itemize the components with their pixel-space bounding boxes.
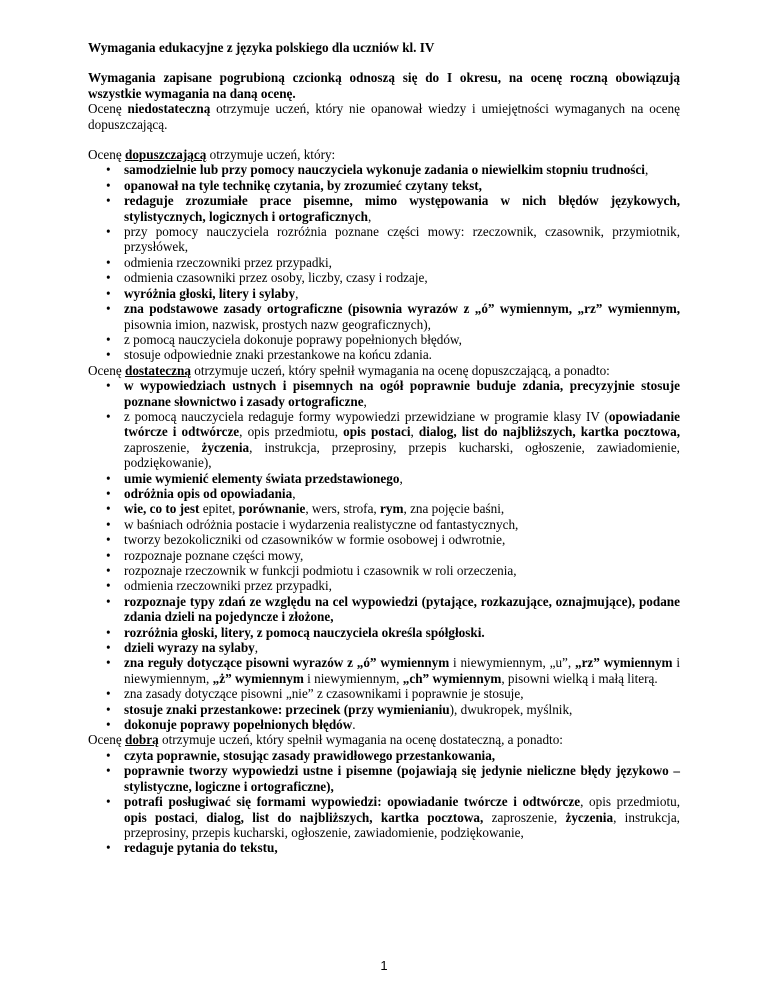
requirements-list: [88, 748, 680, 856]
list-item: • rozróżnia głoski, litery, z pomocą nauczyciela określa spółgłoski.: [88, 625, 680, 640]
section-heading: Ocenę dobrą otrzymuje uczeń, który spełnił wymagania na ocenę dostateczną, a ponadto:: [88, 732, 563, 748]
list-item: • redaguje pytania do tekstu,: [88, 840, 680, 855]
list-item: • zna reguły dotyczące pisowni wyrazów z „ó” wymiennym i niewymiennym, „u”, „rz” wymiennym i niewymiennym, „ż” wymiennym i niewymiennym, „ch” wymiennym, pisowni wielką i małą literą.: [88, 655, 680, 686]
grade-name: dostateczną: [124, 362, 191, 378]
requirements-list: [88, 378, 680, 732]
list-item: • stosuje znaki przestankowe: przecinek (przy wymienianiu), dwukropek, myślnik,: [88, 702, 680, 717]
list-item: • dzieli wyrazy na sylaby,: [88, 640, 680, 655]
section-heading: Ocenę dopuszczającą otrzymuje uczeń, który:: [88, 147, 336, 163]
list-item: • odmienia rzeczowniki przez przypadki,: [88, 578, 680, 593]
document-title: Wymagania edukacyjne z języka polskiego dla uczniów kl. IV: [88, 40, 435, 55]
list-item: • odmienia rzeczowniki przez przypadki,: [88, 255, 680, 270]
grade-sections: [88, 147, 680, 856]
list-item: • czyta poprawnie, stosując zasady prawidłowego przestankowania,: [88, 748, 680, 763]
list-item: • wyróżnia głoski, litery i sylaby,: [88, 286, 680, 301]
document-page: [88, 40, 680, 856]
list-item: • poprawnie tworzy wypowiedzi ustne i pisemne (pojawiają się jedynie nieliczne błędy językowo – stylistyczne, logiczne i ortograficzne),: [88, 763, 680, 794]
list-item: • wie, co to jest epitet, porównanie, wers, strofa, rym, zna pojęcie baśni,: [88, 501, 680, 516]
list-item: • opanował na tyle technikę czytania, by zrozumieć czytany tekst,: [88, 178, 680, 193]
list-item: • rozpoznaje poznane części mowy,: [88, 548, 680, 563]
list-item: • w wypowiedziach ustnych i pisemnych na ogół poprawnie buduje zdania, precyzyjnie stosuje poznane słownictwo i zasady ortograficzne,: [88, 378, 680, 409]
intro-bold-note: Wymagania zapisane pogrubioną czcionką odnoszą się do I okresu, na ocenę roczną obowiązują wszystkie wymagania na daną ocenę.: [88, 70, 680, 101]
list-item: • zna podstawowe zasady ortograficzne (pisownia wyrazów z „ó” wymiennym, „rz” wymiennym, pisownia imion, nazwisk, prostych nazw geograficznych),: [88, 301, 680, 332]
requirements-list: [88, 162, 680, 362]
list-item: • stosuje odpowiednie znaki przestankowe na końcu zdania.: [88, 347, 680, 362]
list-item: • z pomocą nauczyciela dokonuje poprawy popełnionych błędów,: [88, 332, 680, 347]
list-item: • z pomocą nauczyciela redaguje formy wypowiedzi przewidziane w programie klasy IV (opowiadanie twórcze i odtwórcze, opis przedmiotu, opis postaci, dialog, list do najbliższych, kartka pocztowa, zaproszenie, życzenia, instrukcja, przeprosiny, przepis kucharski, ogłoszenie, zawiadomienie, podziękowanie),: [88, 409, 680, 471]
list-item: • potrafi posługiwać się formami wypowiedzi: opowiadanie twórcze i odtwórcze, opis przedmiotu, opis postaci, dialog, list do najbliższych, kartka pocztowa, zaproszenie, życzenia, instrukcja, przeprosiny, przepis kucharski, ogłoszenie, zawiadomienie, podziękowanie,: [88, 794, 680, 840]
list-item: • rozpoznaje rzeczownik w funkcji podmiotu i czasownik w roli orzeczenia,: [88, 563, 680, 578]
list-item: • tworzy bezokoliczniki od czasowników w formie osobowej i odwrotnie,: [88, 532, 680, 547]
grade-name: dobrą: [124, 732, 159, 748]
list-item: • dokonuje poprawy popełnionych błędów.: [88, 717, 680, 732]
list-item: • samodzielnie lub przy pomocy nauczyciela wykonuje zadania o niewielkim stopniu trudności,: [88, 162, 680, 177]
list-item: • przy pomocy nauczyciela rozróżnia poznane części mowy: rzeczownik, czasownik, przymiotnik, przysłówek,: [88, 224, 680, 255]
grade-name: dopuszczającą: [124, 147, 207, 163]
page-number: 1: [380, 958, 388, 973]
list-item: • redaguje zrozumiałe prace pisemne, mimo występowania w nich błędów językowych, stylistycznych, logicznych i ortograficznych,: [88, 193, 680, 224]
list-item: • umie wymienić elementy świata przedstawionego,: [88, 471, 680, 486]
list-item: • zna zasady dotyczące pisowni „nie” z czasownikami i poprawnie je stosuje,: [88, 686, 680, 701]
list-item: • rozpoznaje typy zdań ze względu na cel wypowiedzi (pytające, rozkazujące, oznajmujące), podane zdania dzieli na pojedyncze i złożone,: [88, 594, 680, 625]
list-item: • odmienia czasowniki przez osoby, liczby, czasy i rodzaje,: [88, 270, 680, 285]
list-item: • w baśniach odróżnia postacie i wydarzenia realistyczne od fantastycznych,: [88, 517, 680, 532]
list-item: • odróżnia opis od opowiadania,: [88, 486, 680, 501]
intro-niedostateczna: Ocenę niedostateczną otrzymuje uczeń, który nie opanował wiedzy i umiejętności wymaganych na ocenę dopuszczającą.: [88, 101, 680, 132]
section-heading: Ocenę dostateczną otrzymuje uczeń, który spełnił wymagania na ocenę dopuszczającą, a ponadto:: [88, 362, 610, 378]
